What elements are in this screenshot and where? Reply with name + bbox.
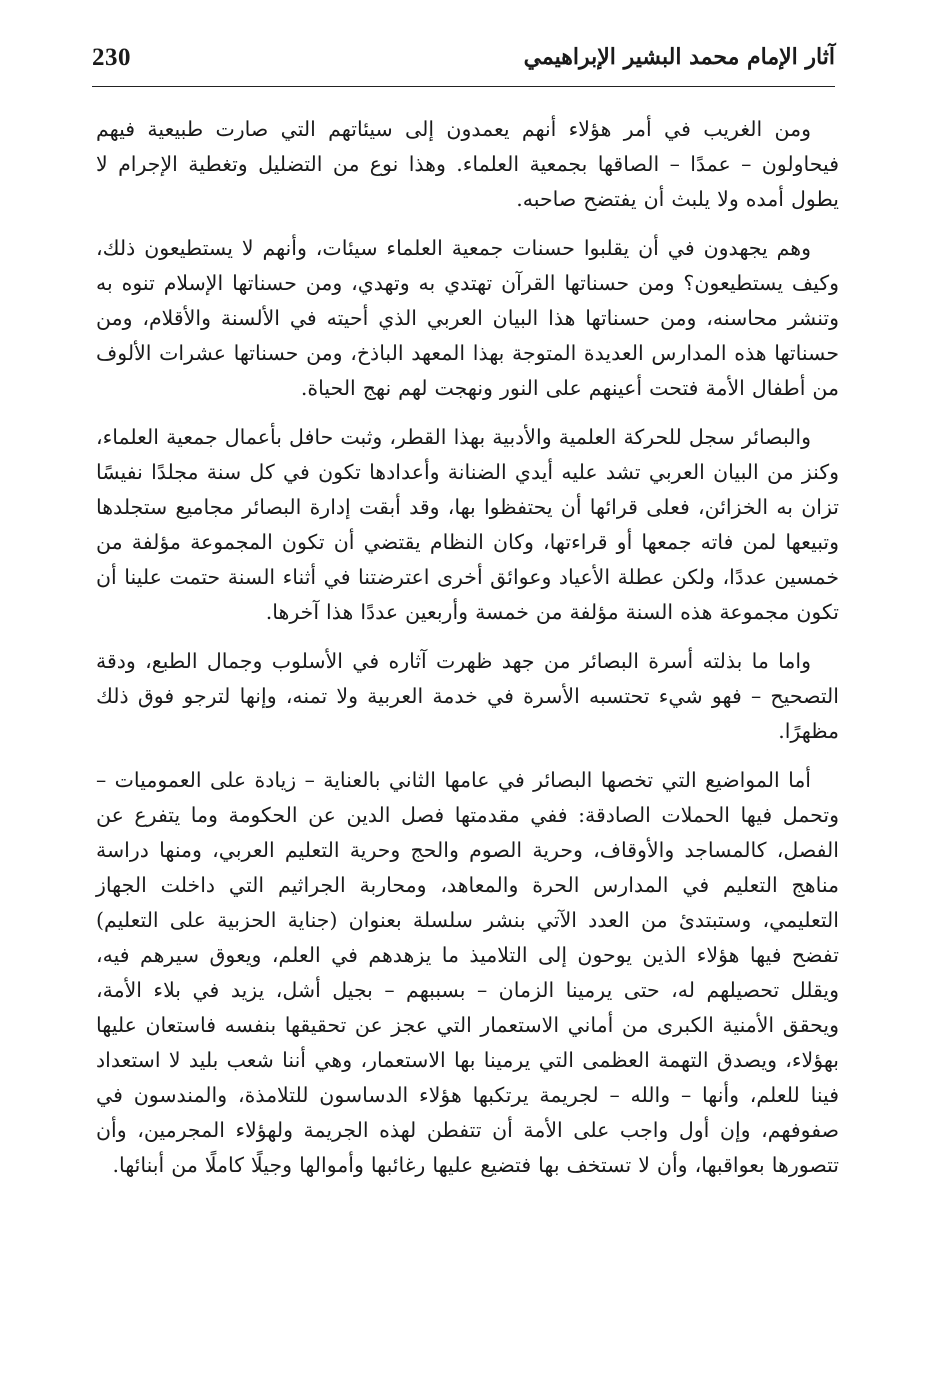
- header-rule: [92, 86, 835, 87]
- paragraph-5: أما المواضيع التي تخصها البصائر في عامها الثاني بالعناية – زيادة على العموميات – وتحمل فيها الحملات الصادقة: ففي مقدمتها فصل الدين عن الحكومة وما يتفرع عن الفصل، كالمساجد والأوقاف، وحرية الصوم والحج وحرية التعليم العربي، ومنها دراسة مناهج التعليم في المدارس الحرة والمعاهد، ومحاربة الجراثيم التي داخلت الجهاز التعليمي، وستبتدئ من العدد الآتي بنشر سلسلة بعنوان (جناية الحزبية على التعليم) تفضح فيها هؤلاء الذين يوحون إلى التلاميذ ما يزهدهم في العلم، ويعوق سيرهم فيه، ويقلل تحصيلهم له، حتى يرمينا الزمان – بسببهم – بجيل أشل، يزيد في بلاء الأمة، ويحقق الأمنية الكبرى من أماني الاستعمار التي عجز عن تحقيقها بنفسه فاستعان عليها بهؤلاء، ويصدق التهمة العظمى التي يرمينا بها الاستعمار، وهي أننا شعب بليد لا استعداد فينا للعلم، وأنها – والله – لجريمة يرتكبها هؤلاء الدساسون للتلامذة، والمندسون في صفوفهم، وإن أول واجب على الأمة أن تتفطن لهذه الجريمة ولهؤلاء المجرمين، وأن تتصورها بعواقبها، وأن لا تستخف بها فتضيع عليها رغائبها وأموالها وجيلًا كاملًا من أبنائها.: [96, 768, 839, 1177]
- body-text: [96, 112, 839, 1197]
- paragraph-3: والبصائر سجل للحركة العلمية والأدبية بهذا القطر، وثبت حافل بأعمال جمعية العلماء، وكنز من البيان العربي تشد عليه أيدي الضنانة وأعدادها تكون في كل سنة مجلدًا نفيسًا تزان به الخزائن، فعلى قرائها أن يحتفظوا بها، وقد أبقت إدارة البصائر مجاميع ستجلدها وتبيعها لمن فاته جمعها أو قراءتها، وكان النظام يقتضي أن تكون المجموعة مؤلفة من خمسين عددًا، ولكن عطلة الأعياد وعوائق أخرى اعترضتنا في أثناء السنة حتمت علينا أن تكون مجموعة هذه السنة مؤلفة من خمسة وأربعين عددًا هذا آخرها.: [96, 425, 839, 624]
- running-title: آثار الإمام محمد البشير الإبراهيمي: [523, 44, 835, 70]
- page-number: 230: [92, 44, 131, 71]
- running-head: [92, 40, 835, 84]
- paragraph-2: وهم يجهدون في أن يقلبوا حسنات جمعية العلماء سيئات، وأنهم لا يستطيعون ذلك، وكيف يستطيعون؟ ومن حسناتها القرآن تهتدي به وتهدي، ومن حسناتها الإسلام تنوه به وتنشر محاسنه، ومن حسناتها هذا البيان العربي الذي أحيته في الألسنة والأقلام، ومن حسناتها هذه المدارس العديدة المتوجة بهذا المعهد الباذخ، ومن حسناتها عشرات الألوف من أطفال الأمة فتحت أعينهم على النور ونهجت لهم نهج الحياة.: [96, 236, 839, 400]
- paragraph-1: ومن الغريب في أمر هؤلاء أنهم يعمدون إلى سيئاتهم التي صارت طبيعية فيهم فيحاولون – عمدًا – الصاقها بجمعية العلماء. وهذا نوع من التضليل وتغطية الإجرام لا يطول أمده ولا يلبث أن يفتضح صاحبه.: [96, 117, 839, 211]
- paragraph-4: واما ما بذلته أسرة البصائر من جهد ظهرت آثاره في الأسلوب وجمال الطبع، ودقة التصحيح – فهو شيء تحتسبه الأسرة في خدمة العربية ولا تمنه، وإنها لترجو فوق ذلك مظهرًا.: [96, 649, 839, 743]
